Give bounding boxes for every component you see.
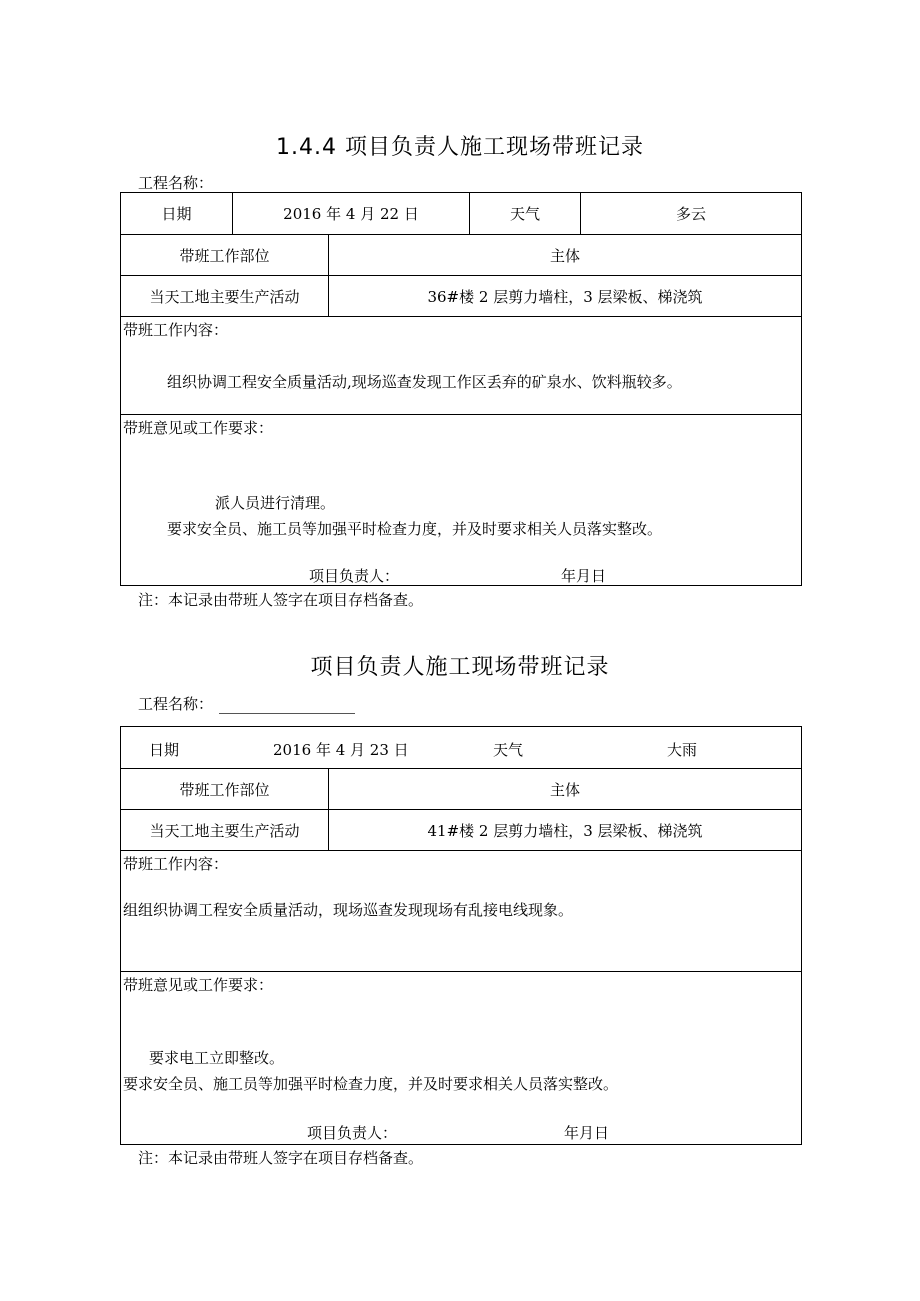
activity-value: 36#楼 2 层剪力墙柱，3 层梁板、梯浇筑 [329, 276, 802, 317]
record1-note: 注：本记录由带班人签字在项目存档备查。 [138, 591, 424, 609]
content-text: 组组织协调工程安全质量活动，现场巡查发现现场有乱接电线现象。 [123, 901, 574, 919]
activity-label: 当天工地主要生产活动 [121, 276, 329, 317]
date-label: 日期 [149, 741, 180, 759]
date-value: 2016 年 4 月 23 日 [273, 741, 409, 759]
dept-label: 带班工作部位 [121, 769, 329, 810]
record1-project-name [138, 172, 337, 193]
opinion-cell [121, 415, 802, 586]
project-name-blank [219, 713, 355, 714]
record2-title: 项目负责人施工现场带班记录 [310, 655, 610, 680]
content-label: 带班工作内容： [123, 321, 229, 339]
opinion-line-2: 要求安全员、施工员等加强平时检查力度，并及时要求相关人员落实整改。 [123, 1075, 619, 1093]
dept-value: 主体 [329, 235, 802, 276]
content-label: 带班工作内容： [123, 855, 229, 873]
record1-table [120, 192, 802, 586]
content-cell [121, 317, 802, 415]
record2-project-name [138, 693, 355, 714]
weather-label: 天气 [493, 741, 524, 759]
content-cell [121, 851, 802, 972]
sign-date-label: 年月日 [564, 1124, 610, 1142]
signer-label: 项目负责人： [309, 567, 400, 585]
activity-label: 当天工地主要生产活动 [121, 810, 329, 851]
record2-table [120, 726, 802, 1145]
record1-title: 1.4.4 项目负责人施工现场带班记录 [276, 135, 644, 160]
signer-label: 项目负责人： [307, 1124, 398, 1142]
weather-value: 大雨 [667, 741, 698, 759]
project-name-label: 工程名称： [138, 695, 214, 713]
opinion-line-2: 要求安全员、施工员等加强平时检查力度，并及时要求相关人员落实整改。 [167, 520, 663, 538]
content-text: 组织协调工程安全质量活动,现场巡查发现工作区丢弃的矿泉水、饮料瓶较多。 [167, 373, 682, 391]
date-value: 2016 年 4 月 22 日 [233, 193, 470, 235]
project-name-label: 工程名称： [138, 174, 214, 192]
opinion-label: 带班意见或工作要求： [123, 976, 274, 994]
record2-note: 注：本记录由带班人签字在项目存档备查。 [138, 1149, 424, 1167]
sign-date-label: 年月日 [561, 567, 607, 585]
date-label: 日期 [121, 193, 233, 235]
dept-value: 主体 [329, 769, 802, 810]
activity-value: 41#楼 2 层剪力墙柱，3 层梁板、梯浇筑 [329, 810, 802, 851]
opinion-label: 带班意见或工作要求： [123, 419, 274, 437]
weather-value: 多云 [581, 193, 802, 235]
opinion-line-1: 要求电工立即整改。 [149, 1049, 285, 1067]
dept-label: 带班工作部位 [121, 235, 329, 276]
date-weather-row [121, 727, 802, 769]
opinion-cell [121, 972, 802, 1145]
opinion-line-1: 派人员进行清理。 [215, 494, 336, 512]
weather-label: 天气 [470, 193, 581, 235]
